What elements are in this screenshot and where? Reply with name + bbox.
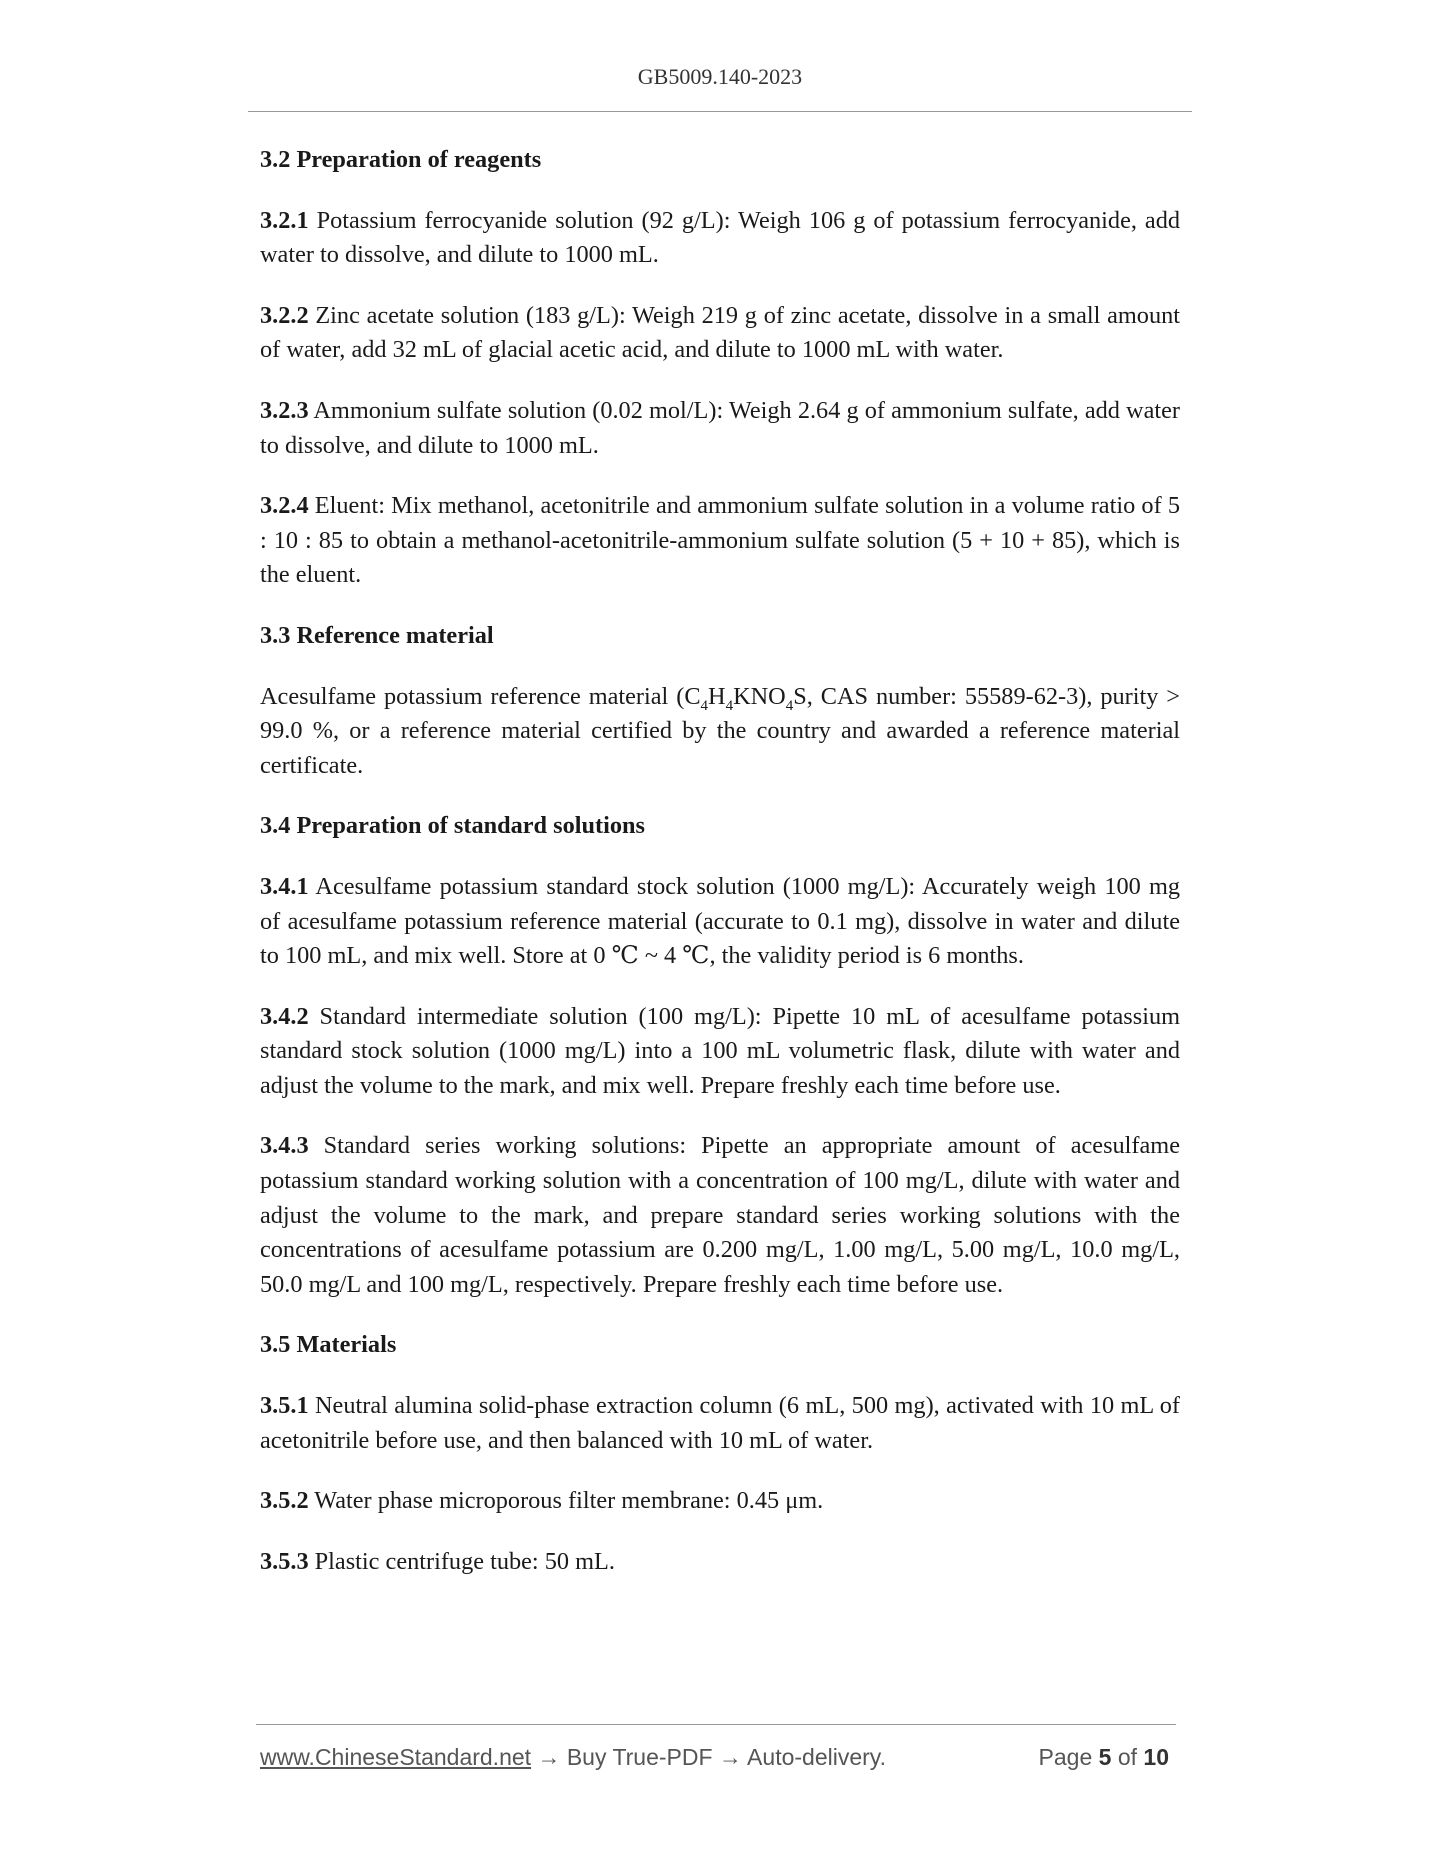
paragraph-3-5-3 <box>260 1545 1180 1580</box>
section-heading-3-5: 3.5 Materials <box>260 1331 397 1359</box>
clause-number: 3.2.4 <box>260 492 309 520</box>
page-of-label: of <box>1111 1744 1144 1770</box>
clause-text: Acesulfame potassium standard stock solution (1000 mg/L): Accurately weigh 100 mg of acesulfame potassium reference material (accurate to 0.1 mg), dissolve in water and dilute to 100 mL, and mix well. Store at 0 ℃ ~ 4 ℃, the validity period is 6 months. <box>260 872 1180 970</box>
paragraph-3-5-1 <box>260 1389 1180 1458</box>
footer-promo <box>260 1744 886 1771</box>
clause-number: 3.2.3 <box>260 396 309 424</box>
page-header-standard-code: GB5009.140-2023 <box>637 64 803 89</box>
clause-text: Plastic centrifuge tube: 50 mL. <box>308 1547 615 1575</box>
paragraph-3-3 <box>260 680 1180 784</box>
footer-promo-text: → Buy True-PDF → Auto-delivery. <box>531 1744 886 1770</box>
subscript: 4 <box>700 697 709 714</box>
paragraph-3-4-2 <box>260 1000 1180 1104</box>
text-segment: S, CAS number: 55589-62-3), purity > 99.0 %, or a reference material certified by the country and awarded a reference material certificate. <box>260 682 1180 779</box>
clause-text: Neutral alumina solid-phase extraction column (6 mL, 500 mg), activated with 10 mL of acetonitrile before use, and then balanced with 10 mL of water. <box>260 1392 1180 1454</box>
current-page-number: 5 <box>1098 1744 1112 1770</box>
clause-text: Standard series working solutions: Pipette an appropriate amount of acesulfame potassium standard working solution with a concentration of 100 mg/L, dilute with water and adjust the volume to the mark, and prepare standard series working solutions with the concentrations of acesulfame potassium are 0.200 mg/L, 1.00 mg/L, 5.00 mg/L, 10.0 mg/L, 50.0 mg/L and 100 mg/L, respectively. Prepare freshly each time before use. <box>260 1132 1180 1298</box>
clause-number: 3.2.1 <box>260 206 309 234</box>
footer-divider <box>256 1724 1176 1725</box>
clause-number: 3.4.1 <box>260 872 309 900</box>
chinesestandard-link[interactable]: www.ChineseStandard.net <box>260 1744 532 1770</box>
document-body <box>260 143 1180 1605</box>
paragraph-3-4-3 <box>260 1129 1180 1302</box>
clause-number: 3.5.3 <box>260 1547 309 1575</box>
clause-number: 3.4.2 <box>260 1002 309 1030</box>
clause-text: Standard intermediate solution (100 mg/L): Pipette 10 mL of acesulfame potassium standard stock solution (1000 mg/L) into a 100 mL volumetric flask, dilute with water and adjust the volume to the mark, and mix well. Prepare freshly each time before use. <box>260 1002 1180 1099</box>
clause-text: Zinc acetate solution (183 g/L): Weigh 219 g of zinc acetate, dissolve in a small amount of water, add 32 mL of glacial acetic acid, and dilute to 1000 mL with water. <box>260 301 1180 364</box>
paragraph-3-4-1 <box>260 870 1180 974</box>
page-indicator <box>1039 1744 1169 1771</box>
paragraph-3-2-2 <box>260 299 1180 368</box>
subscript: 4 <box>785 697 794 714</box>
section-heading-3-2: 3.2 Preparation of reagents <box>260 146 542 173</box>
clause-number: 3.2.2 <box>260 301 309 329</box>
text-segment: Acesulfame potassium reference material (C <box>260 682 701 710</box>
paragraph-3-2-3 <box>260 394 1180 463</box>
clause-number: 3.5.2 <box>260 1487 309 1515</box>
header-divider <box>248 111 1192 112</box>
total-page-count: 10 <box>1143 1744 1169 1770</box>
section-heading-3-4: 3.4 Preparation of standard solutions <box>260 812 645 840</box>
text-segment: KNO <box>733 682 786 710</box>
paragraph-3-2-1 <box>260 204 1180 273</box>
text-segment: H <box>708 682 726 710</box>
page-label: Page <box>1038 1744 1099 1770</box>
section-heading-3-3: 3.3 Reference material <box>260 621 494 649</box>
paragraph-3-5-2 <box>260 1484 1180 1519</box>
clause-text: Water phase microporous filter membrane: 0.45 μm. <box>308 1487 824 1515</box>
subscript: 4 <box>725 697 734 714</box>
clause-text: Eluent: Mix methanol, acetonitrile and ammonium sulfate solution in a volume ratio of 5 : 10 : 85 to obtain a methanol-acetonitrile-ammonium sulfate solution (5 + 10 + 85), which is the eluent. <box>260 492 1180 589</box>
clause-number: 3.5.1 <box>260 1392 309 1420</box>
clause-number: 3.4.3 <box>260 1132 309 1160</box>
paragraph-3-2-4 <box>260 489 1180 593</box>
clause-text: Potassium ferrocyanide solution (92 g/L): Weigh 106 g of potassium ferrocyanide, add water to dissolve, and dilute to 1000 mL. <box>260 206 1180 269</box>
clause-text: Ammonium sulfate solution (0.02 mol/L): Weigh 2.64 g of ammonium sulfate, add water to dissolve, and dilute to 1000 mL. <box>260 396 1180 459</box>
